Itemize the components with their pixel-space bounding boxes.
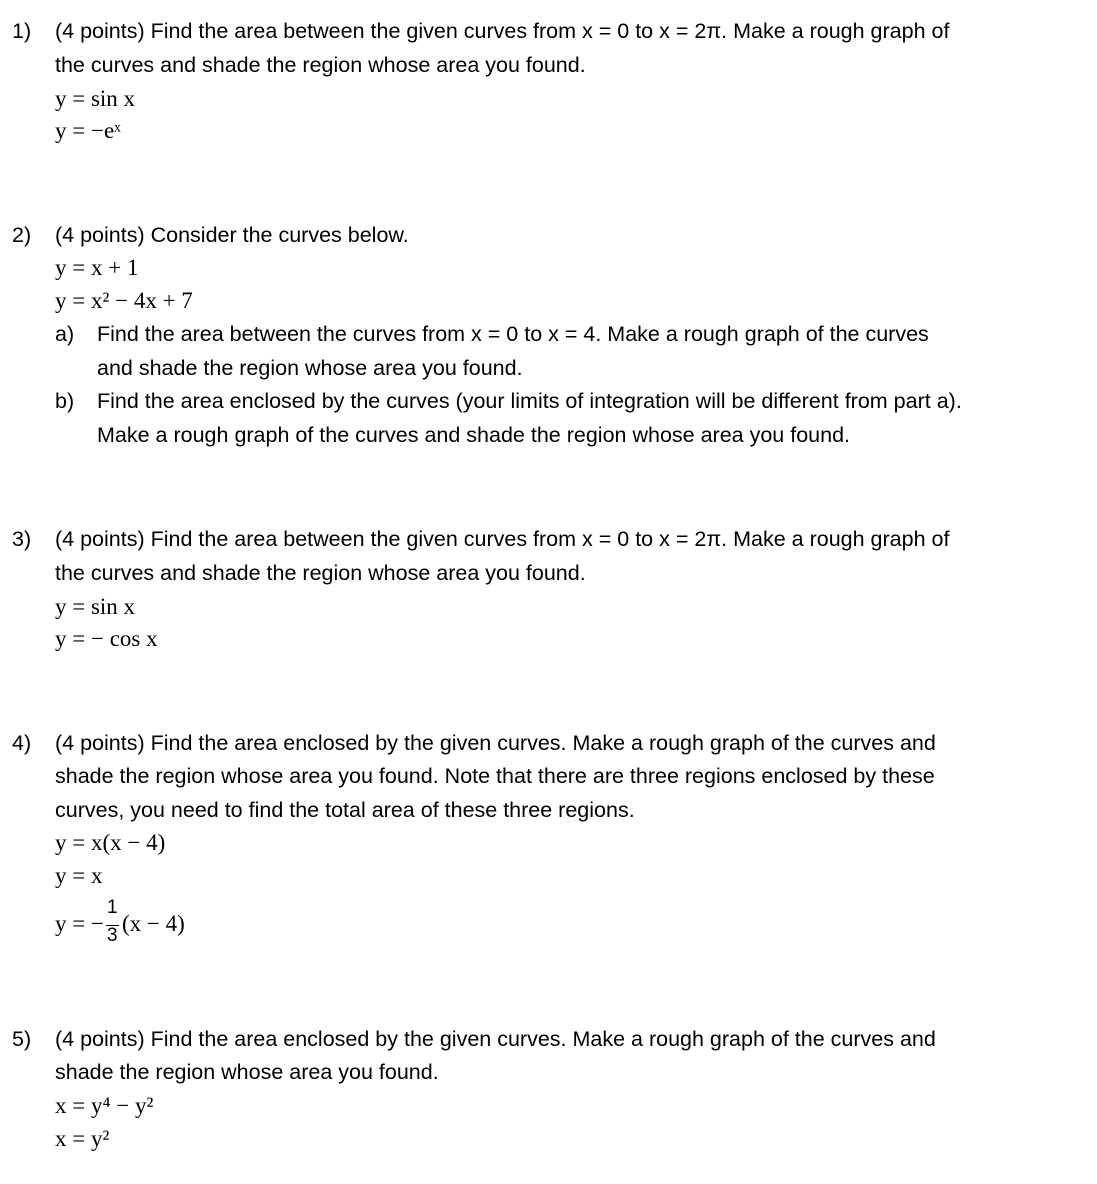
fraction-equation-lhs: y = −	[55, 911, 104, 936]
fraction-denominator: 3	[106, 924, 118, 946]
fraction-equation	[55, 896, 185, 946]
problem-text-line: (4 points) Find the area between the given curves from x = 0 to x = 2π. Make a rough graph of	[55, 527, 950, 551]
part-letter: a)	[55, 322, 75, 346]
problem-text-line: the curves and shade the region whose area you found.	[55, 561, 586, 585]
equation: x = y⁴ − y²	[55, 1093, 154, 1118]
problem-text-line: curves, you need to find the total area of these three regions.	[55, 798, 635, 822]
part-text-line: and shade the region whose area you found.	[97, 356, 523, 380]
part-text-line: Find the area enclosed by the curves (your limits of integration will be different from part a).	[97, 389, 962, 413]
problem-number: 4)	[12, 731, 32, 755]
problem-number: 2)	[12, 223, 32, 247]
equation: y = sin x	[55, 594, 136, 619]
problem-text-line: (4 points) Consider the curves below.	[55, 223, 409, 247]
equation: y = − cos x	[55, 626, 158, 651]
equation: y = x	[55, 863, 103, 888]
equation: y = −eˣ	[55, 118, 121, 143]
problem-number: 3)	[12, 527, 32, 551]
equation: y = x² − 4x + 7	[55, 288, 193, 313]
fraction-equation-rhs: (x − 4)	[121, 911, 185, 936]
part-text-line: Make a rough graph of the curves and shade the region whose area you found.	[97, 423, 851, 447]
part-letter: b)	[55, 389, 75, 413]
problem-text-line: (4 points) Find the area between the given curves from x = 0 to x = 2π. Make a rough graph of	[55, 19, 950, 43]
equation: y = sin x	[55, 86, 136, 111]
equation: y = x + 1	[55, 255, 139, 280]
problem-text-line: shade the region whose area you found.	[55, 1060, 439, 1084]
part-text-line: Find the area between the curves from x = 0 to x = 4. Make a rough graph of the curves	[97, 322, 929, 346]
equation: x = y²	[55, 1126, 110, 1151]
fraction	[106, 896, 120, 946]
problem-text-line: shade the region whose area you found. Note that there are three regions enclosed by these	[55, 764, 935, 788]
problem-number: 1)	[12, 19, 32, 43]
problem-text-line: (4 points) Find the area enclosed by the given curves. Make a rough graph of the curves and	[55, 731, 936, 755]
equation: y = x(x − 4)	[55, 830, 166, 855]
problem-number: 5)	[12, 1027, 32, 1051]
problem-text-line: (4 points) Find the area enclosed by the given curves. Make a rough graph of the curves and	[55, 1027, 936, 1051]
fraction-numerator: 1	[106, 896, 118, 918]
problem-text-line: the curves and shade the region whose area you found.	[55, 53, 586, 77]
